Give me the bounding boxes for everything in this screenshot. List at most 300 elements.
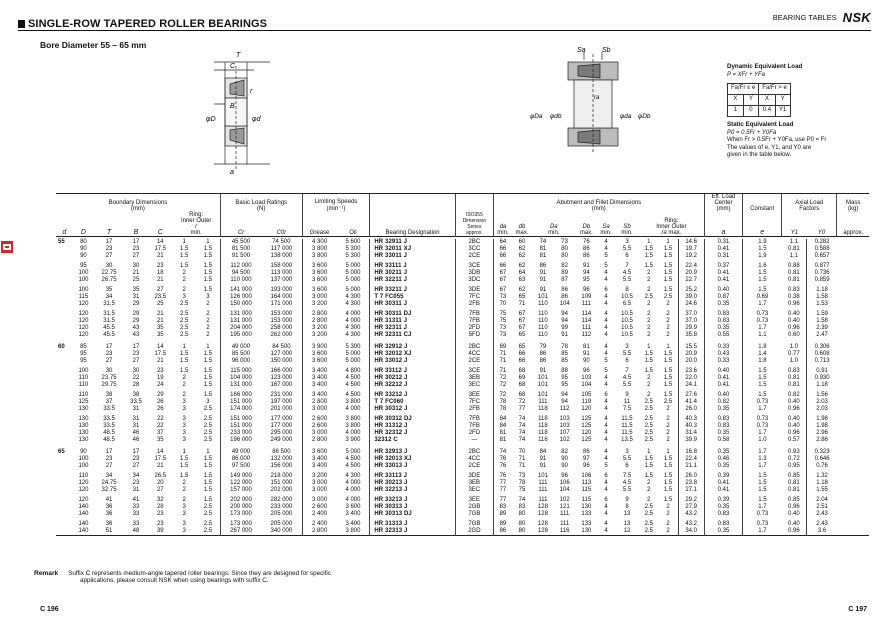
table-cell: 26.0 (678, 470, 704, 480)
table-cell: 3 800 (345, 423, 361, 429)
label-Da: φDa (530, 113, 543, 120)
table-cell: 2 (666, 504, 670, 510)
table-cell: 2.5 (644, 399, 653, 405)
table-cell: 0.40 (788, 423, 800, 429)
table-cell: 2 (206, 311, 210, 317)
table-cell: 91 (583, 351, 590, 357)
page-number-right: C 197 (848, 606, 867, 613)
bearing-designation: HR 30312 J (370, 406, 455, 413)
table-cell: 29 (156, 392, 164, 398)
table-cell: 101 (537, 392, 548, 398)
table-cell: 2 (666, 318, 670, 324)
table-cell: 120 (78, 332, 89, 338)
table-cell: 4 (604, 480, 608, 486)
table-cell: 3 200 (302, 332, 336, 339)
section-label: BEARING TABLES (772, 13, 837, 22)
table-cell: 2GD (455, 528, 493, 536)
table-cell: 2.5 (203, 528, 213, 534)
table-cell (56, 494, 73, 504)
table-cell (56, 351, 73, 358)
table-cell: 3 000 (302, 294, 336, 301)
table-cell: 1.5 (743, 270, 782, 277)
table-cell: 106 (559, 480, 570, 486)
table-cell: 164 000 (270, 294, 293, 300)
table-cell (56, 437, 73, 444)
table-cell: 120 (78, 487, 89, 493)
table-cell: 28 (132, 382, 140, 388)
table-cell: 23 (105, 246, 113, 252)
table-cell: 13 (623, 511, 631, 517)
table-cell: 11 (623, 399, 631, 405)
table-cell: 33 (132, 521, 140, 527)
table-cell: 7FC (455, 399, 493, 406)
table-cell: 2FD (455, 430, 493, 437)
table-cell: 31.5 (103, 311, 115, 317)
table-cell: 39 (156, 528, 164, 534)
table-cell: 2.03 (807, 399, 837, 406)
table-cell: 0.87 (704, 294, 743, 301)
table-cell: 33.5 (103, 416, 115, 422)
table-cell: 4 (604, 430, 608, 436)
table-cell: 21 (156, 358, 164, 364)
table-cell: 1.5 (203, 480, 213, 486)
table-cell: 4 (604, 487, 608, 493)
table-cell: 120 (78, 301, 89, 307)
table-cell: 78 (561, 344, 568, 350)
table-cell: 69 (518, 375, 526, 381)
table-cell: 1 (182, 344, 186, 350)
table-cell: 83 (493, 504, 511, 511)
table-cell: 140 (78, 504, 89, 510)
table-cell: 1.5 (743, 470, 782, 480)
table-cell: 0.657 (807, 253, 837, 260)
table-cell (56, 399, 73, 406)
table-cell: 37.0 (678, 318, 704, 325)
table-cell: 3CC (455, 246, 493, 253)
table-cell: 9 (625, 392, 629, 398)
table-cell: 1.7 (743, 528, 782, 536)
table-cell: 31.5 (103, 301, 115, 307)
table-cell: 3 400 (345, 521, 361, 527)
table-cell: 4.5 (622, 270, 632, 276)
table-cell: 24 (156, 382, 164, 388)
table-cell: 3EB (455, 480, 493, 487)
table-cell: 2.5 (180, 332, 189, 338)
table-cell: 90 (583, 358, 590, 364)
table-cell: 151 000 (220, 399, 261, 406)
table-cell: 340 000 (270, 528, 293, 534)
table-cell: 91 500 (220, 253, 261, 260)
table-cell: 49 000 (220, 444, 261, 456)
table-cell: 0.83 (788, 287, 800, 293)
table-row (56, 413, 869, 423)
table-cell: 60 (58, 344, 65, 350)
table-row (56, 518, 869, 528)
table-cell: 5 000 (345, 270, 361, 276)
table-cell: 24.1 (678, 382, 704, 389)
table-row (56, 494, 869, 504)
table-cell: 231 000 (270, 392, 293, 398)
table-cell: 1.5 (743, 246, 782, 253)
table-cell: 0.81 (788, 382, 800, 388)
table-cell: 41.4 (678, 399, 704, 406)
table-cell: 2.5 (180, 325, 189, 331)
table-cell: 3 (182, 399, 186, 405)
table-cell: 23 (105, 351, 113, 357)
bearing-designation: HR 31312 J (370, 423, 455, 430)
table-row (56, 399, 869, 406)
table-cell: 1.5 (663, 263, 673, 269)
table-cell: 3DB (455, 270, 493, 277)
table-cell: 110 (78, 473, 89, 479)
table-cell: 5 (604, 463, 608, 469)
table-cell: 110 (538, 332, 548, 338)
table-cell: 0.40 (788, 399, 800, 405)
table-cell: 3 000 (302, 480, 336, 487)
table-cell (56, 294, 73, 301)
table-cell: 67 (493, 284, 511, 294)
table-cell: 1.5 (663, 463, 673, 469)
table-cell: 91 (539, 463, 547, 469)
table-row (56, 339, 869, 351)
table-row (56, 365, 869, 375)
table-cell: 7FB (455, 413, 493, 423)
table-cell: 80 (561, 246, 568, 252)
table-cell: 4 (604, 406, 608, 412)
table-cell: 29 (132, 311, 140, 317)
table-cell: 195 000 (220, 332, 261, 339)
table-cell: 67 (493, 270, 511, 277)
table-cell: 111 (581, 325, 591, 331)
table-cell: 3 600 (345, 504, 361, 510)
table-cell: 103 (581, 375, 592, 381)
label-B: B (230, 103, 235, 110)
table-cell: 7 (625, 368, 629, 374)
table-cell: 120 (78, 480, 89, 486)
table-cell: 0.323 (807, 444, 837, 456)
table-cell: 55 (58, 239, 65, 245)
table-cell: 104 (559, 301, 570, 307)
table-cell: 11.5 (621, 416, 633, 422)
table-cell: 21 (156, 277, 164, 283)
table-cell: 0.40 (788, 416, 800, 422)
table-cell: 4 (604, 504, 608, 510)
table-cell: 0.73 (743, 413, 782, 423)
table-cell: 69 (493, 339, 511, 351)
table-cell: 1.7 (743, 430, 782, 437)
bearing-designation: HR 33011 J (370, 253, 455, 260)
table-cell: 2.5 (180, 318, 189, 324)
table-cell: 71 (518, 463, 526, 469)
table-cell: 74 (518, 497, 526, 503)
table-cell: 2CE (455, 463, 493, 470)
table-cell: 78 (518, 480, 526, 486)
table-cell: 4 300 (345, 294, 361, 300)
table-cell: 86 (583, 449, 590, 455)
table-cell: 100 (78, 277, 89, 283)
table-cell: 5 (604, 368, 608, 374)
table-cell: 31 (132, 487, 140, 493)
table-cell: 0.39 (704, 470, 743, 480)
table-cell: 97 500 (220, 463, 261, 470)
table-cell: 19.2 (678, 253, 704, 260)
table-cell: 128 (537, 528, 548, 534)
table-cell: 200 000 (220, 504, 261, 511)
table-cell (56, 253, 73, 260)
table-cell: 26.0 (678, 406, 704, 413)
table-cell: 1.5 (203, 263, 213, 269)
table-cell: 5 300 (345, 246, 361, 252)
table-cell: 4 (604, 239, 608, 245)
table-cell: 23 (132, 351, 140, 357)
table-cell: 72 (493, 382, 511, 389)
table-cell: 166 000 (270, 368, 293, 374)
table-cell: 101 (537, 375, 548, 381)
table-cell: 6.5 (622, 301, 632, 307)
table-cell: 0.96 (788, 430, 800, 436)
table-cell: 81 (539, 246, 547, 252)
table-cell: 2 (666, 437, 670, 443)
table-cell: 8 (625, 287, 629, 293)
table-cell: 1.8 (743, 339, 782, 351)
table-cell: 3 400 (302, 375, 336, 382)
table-cell: 1.7 (743, 406, 782, 413)
table-cell: 101 (537, 382, 548, 388)
table-cell: 120 (78, 497, 89, 503)
table-cell: 74 500 (272, 239, 291, 245)
table-row (56, 332, 869, 339)
table-cell: 1 (206, 344, 210, 350)
table-cell: 74 (518, 423, 526, 429)
table-cell: 31.5 (103, 318, 115, 324)
table-cell: 99 (561, 325, 568, 331)
table-cell: 5 000 (345, 263, 361, 269)
table-cell: 90 (80, 449, 87, 455)
table-cell: 1 (182, 449, 186, 455)
table-cell: 1.1 (789, 239, 799, 245)
table-cell: 0.73 (743, 308, 782, 318)
static-note-2: The values of e, Y1, and Y0 are (727, 144, 812, 151)
table-cell: 33.5 (103, 406, 115, 412)
table-cell: 2.39 (807, 325, 837, 332)
table-cell: 7.5 (622, 473, 632, 479)
table-cell: 4 (604, 382, 608, 388)
table-cell: 2 (647, 480, 651, 486)
table-cell: 31.4 (678, 430, 704, 437)
table-cell: 86 (539, 358, 547, 364)
bearing-designation: HR 32011 XJ (370, 246, 455, 253)
table-cell: 5 000 (345, 449, 361, 455)
table-cell (56, 325, 73, 332)
table-cell: 66 (493, 260, 511, 270)
table-cell: 0.96 (788, 528, 800, 534)
bookmark-icon[interactable] (0, 238, 14, 256)
table-cell: 23 (156, 511, 164, 517)
table-cell: 27.6 (678, 389, 704, 399)
table-cell: 126 000 (220, 294, 261, 301)
bearing-designation: HR 33212 J (370, 389, 455, 399)
bearing-designation: T 7 FC055 (370, 294, 455, 301)
table-cell: 0.83 (704, 423, 743, 430)
table-cell: 37 (105, 399, 113, 405)
table-cell: 0.83 (788, 368, 800, 374)
table-cell: 1.0 (789, 344, 799, 350)
table-cell: 95 (80, 358, 87, 364)
table-cell: 3 400 (302, 365, 336, 375)
table-cell: 20 (156, 480, 164, 486)
table-cell: 173 000 (220, 518, 261, 528)
table-cell: 74 (518, 430, 526, 436)
table-cell: 3 (206, 294, 210, 300)
table-cell: 1.5 (644, 246, 653, 252)
table-cell: 80 (518, 528, 526, 534)
table-cell: 90 (80, 246, 87, 252)
table-cell: 13.5 (621, 437, 633, 443)
table-cell: 2 400 (302, 518, 336, 528)
table-cell: 4 500 (345, 392, 361, 398)
table-cell: 22.4 (678, 456, 704, 463)
table-cell: 86 (493, 528, 511, 536)
table-cell: 0.83 (704, 318, 743, 325)
table-cell: 71 (518, 456, 526, 462)
table-cell: 71 (518, 301, 526, 307)
table-cell: 22 (156, 423, 164, 429)
table-cell: 1.98 (807, 423, 837, 430)
table-cell (56, 518, 73, 528)
table-cell: 1.1 (743, 332, 782, 339)
table-cell: 3EE (455, 494, 493, 504)
table-cell: 0.588 (807, 246, 837, 253)
table-cell: 3 (182, 430, 186, 436)
table-cell: 0.73 (743, 518, 782, 528)
table-cell: 5 (604, 253, 608, 259)
table-cell: 1.5 (203, 270, 213, 276)
table-cell: 0.83 (704, 511, 743, 518)
table-cell: 120 (78, 325, 89, 331)
table-cell: 8 (625, 504, 629, 510)
table-cell: 36 (105, 521, 113, 527)
table-cell: 5 300 (345, 344, 361, 350)
table-cell: 78 (493, 399, 511, 406)
table-cell: 64 (518, 270, 526, 276)
table-cell: 1.5 (663, 456, 673, 462)
table-cell: 2 600 (302, 423, 336, 430)
table-cell: 46 (132, 437, 140, 443)
table-cell: 29.2 (678, 494, 704, 504)
table-cell: 7GB (455, 518, 493, 528)
table-cell: — (455, 437, 493, 444)
table-cell: 14.6 (678, 239, 704, 246)
table-cell: 1.5 (203, 277, 213, 283)
table-cell: 23 (156, 368, 164, 374)
table-cell: 1.7 (743, 325, 782, 332)
table-cell: 3CE (455, 260, 493, 270)
bearing-designation: HR 31313 J (370, 518, 455, 528)
table-cell: 2 800 (302, 399, 336, 406)
table-cell: 17.5 (154, 351, 167, 357)
table-cell: 2 600 (302, 413, 336, 423)
table-cell: 0.81 (788, 480, 800, 486)
table-cell: 35 (132, 287, 140, 293)
label-ra: ra (594, 95, 600, 101)
table-cell: 115 000 (220, 365, 261, 375)
table-cell: 1 (182, 239, 186, 245)
table-cell: 2 (647, 332, 651, 338)
table-cell: 3 (625, 344, 629, 350)
table-cell (56, 463, 73, 470)
table-cell: 2.86 (807, 437, 837, 444)
table-cell: 2 (666, 528, 670, 534)
table-cell: 1.5 (663, 375, 673, 381)
table-cell: 16.8 (678, 444, 704, 456)
table-cell: 82 (561, 449, 568, 455)
table-cell: 4 000 (345, 480, 361, 486)
table-cell: 193 000 (270, 287, 293, 293)
table-cell: 4 800 (345, 368, 361, 374)
table-cell: 35 (156, 325, 164, 331)
table-cell: 1.5 (203, 473, 213, 479)
table-cell: 105 (581, 392, 592, 398)
table-cell: 27 (132, 463, 140, 469)
table-cell: 171 000 (270, 301, 293, 307)
table-cell: 167 000 (270, 382, 293, 388)
table-row (56, 444, 869, 456)
table-cell: 116 (559, 528, 570, 534)
table-cell: 132 000 (270, 456, 293, 462)
table-cell: 21.1 (678, 463, 704, 470)
label-C: C (230, 63, 236, 70)
table-cell: 84 (539, 449, 547, 455)
table-row (56, 318, 869, 325)
table-cell: 38 (105, 392, 113, 398)
table-cell: 75 (518, 487, 526, 493)
table-cell: 6 (604, 473, 608, 479)
table-cell: 27 (156, 487, 164, 493)
table-cell: 0.88 (788, 263, 800, 269)
table-cell: 104 (559, 487, 570, 493)
table-cell: 1.8 (743, 358, 782, 365)
table-cell: 1.9 (743, 239, 782, 246)
table-cell: 85 (561, 358, 568, 364)
table-cell: 0.76 (807, 463, 837, 470)
table-cell: 2.5 (663, 294, 673, 300)
table-cell: 96 (583, 463, 590, 469)
table-cell: 30 (105, 263, 113, 269)
table-cell: 3 (182, 528, 186, 534)
table-cell: 153 000 (270, 311, 293, 317)
table-cell: 3 000 (302, 487, 336, 494)
table-cell: 2.5 (203, 406, 213, 412)
table-cell: 80 (561, 253, 568, 259)
nsk-logo: NSK (842, 10, 871, 25)
label-r: r (250, 88, 253, 95)
table-cell: 4 300 (345, 301, 361, 307)
table-cell: 1.5 (180, 351, 189, 357)
table-cell: 25 (156, 301, 164, 307)
table-cell: 0.41 (704, 246, 743, 253)
table-cell: 0.96 (788, 504, 800, 510)
table-cell: 103 (559, 416, 570, 422)
table-cell: 131 000 (220, 308, 261, 318)
table-cell: 0.95 (788, 463, 800, 469)
table-cell: 10.5 (621, 332, 633, 338)
table-cell: 2 (182, 270, 186, 276)
table-cell: 3EB (455, 375, 493, 382)
table-cell: 79 (539, 344, 547, 350)
table-cell: 23.6 (678, 365, 704, 375)
table-cell: 0.77 (788, 351, 800, 357)
table-cell: 2.96 (807, 430, 837, 437)
